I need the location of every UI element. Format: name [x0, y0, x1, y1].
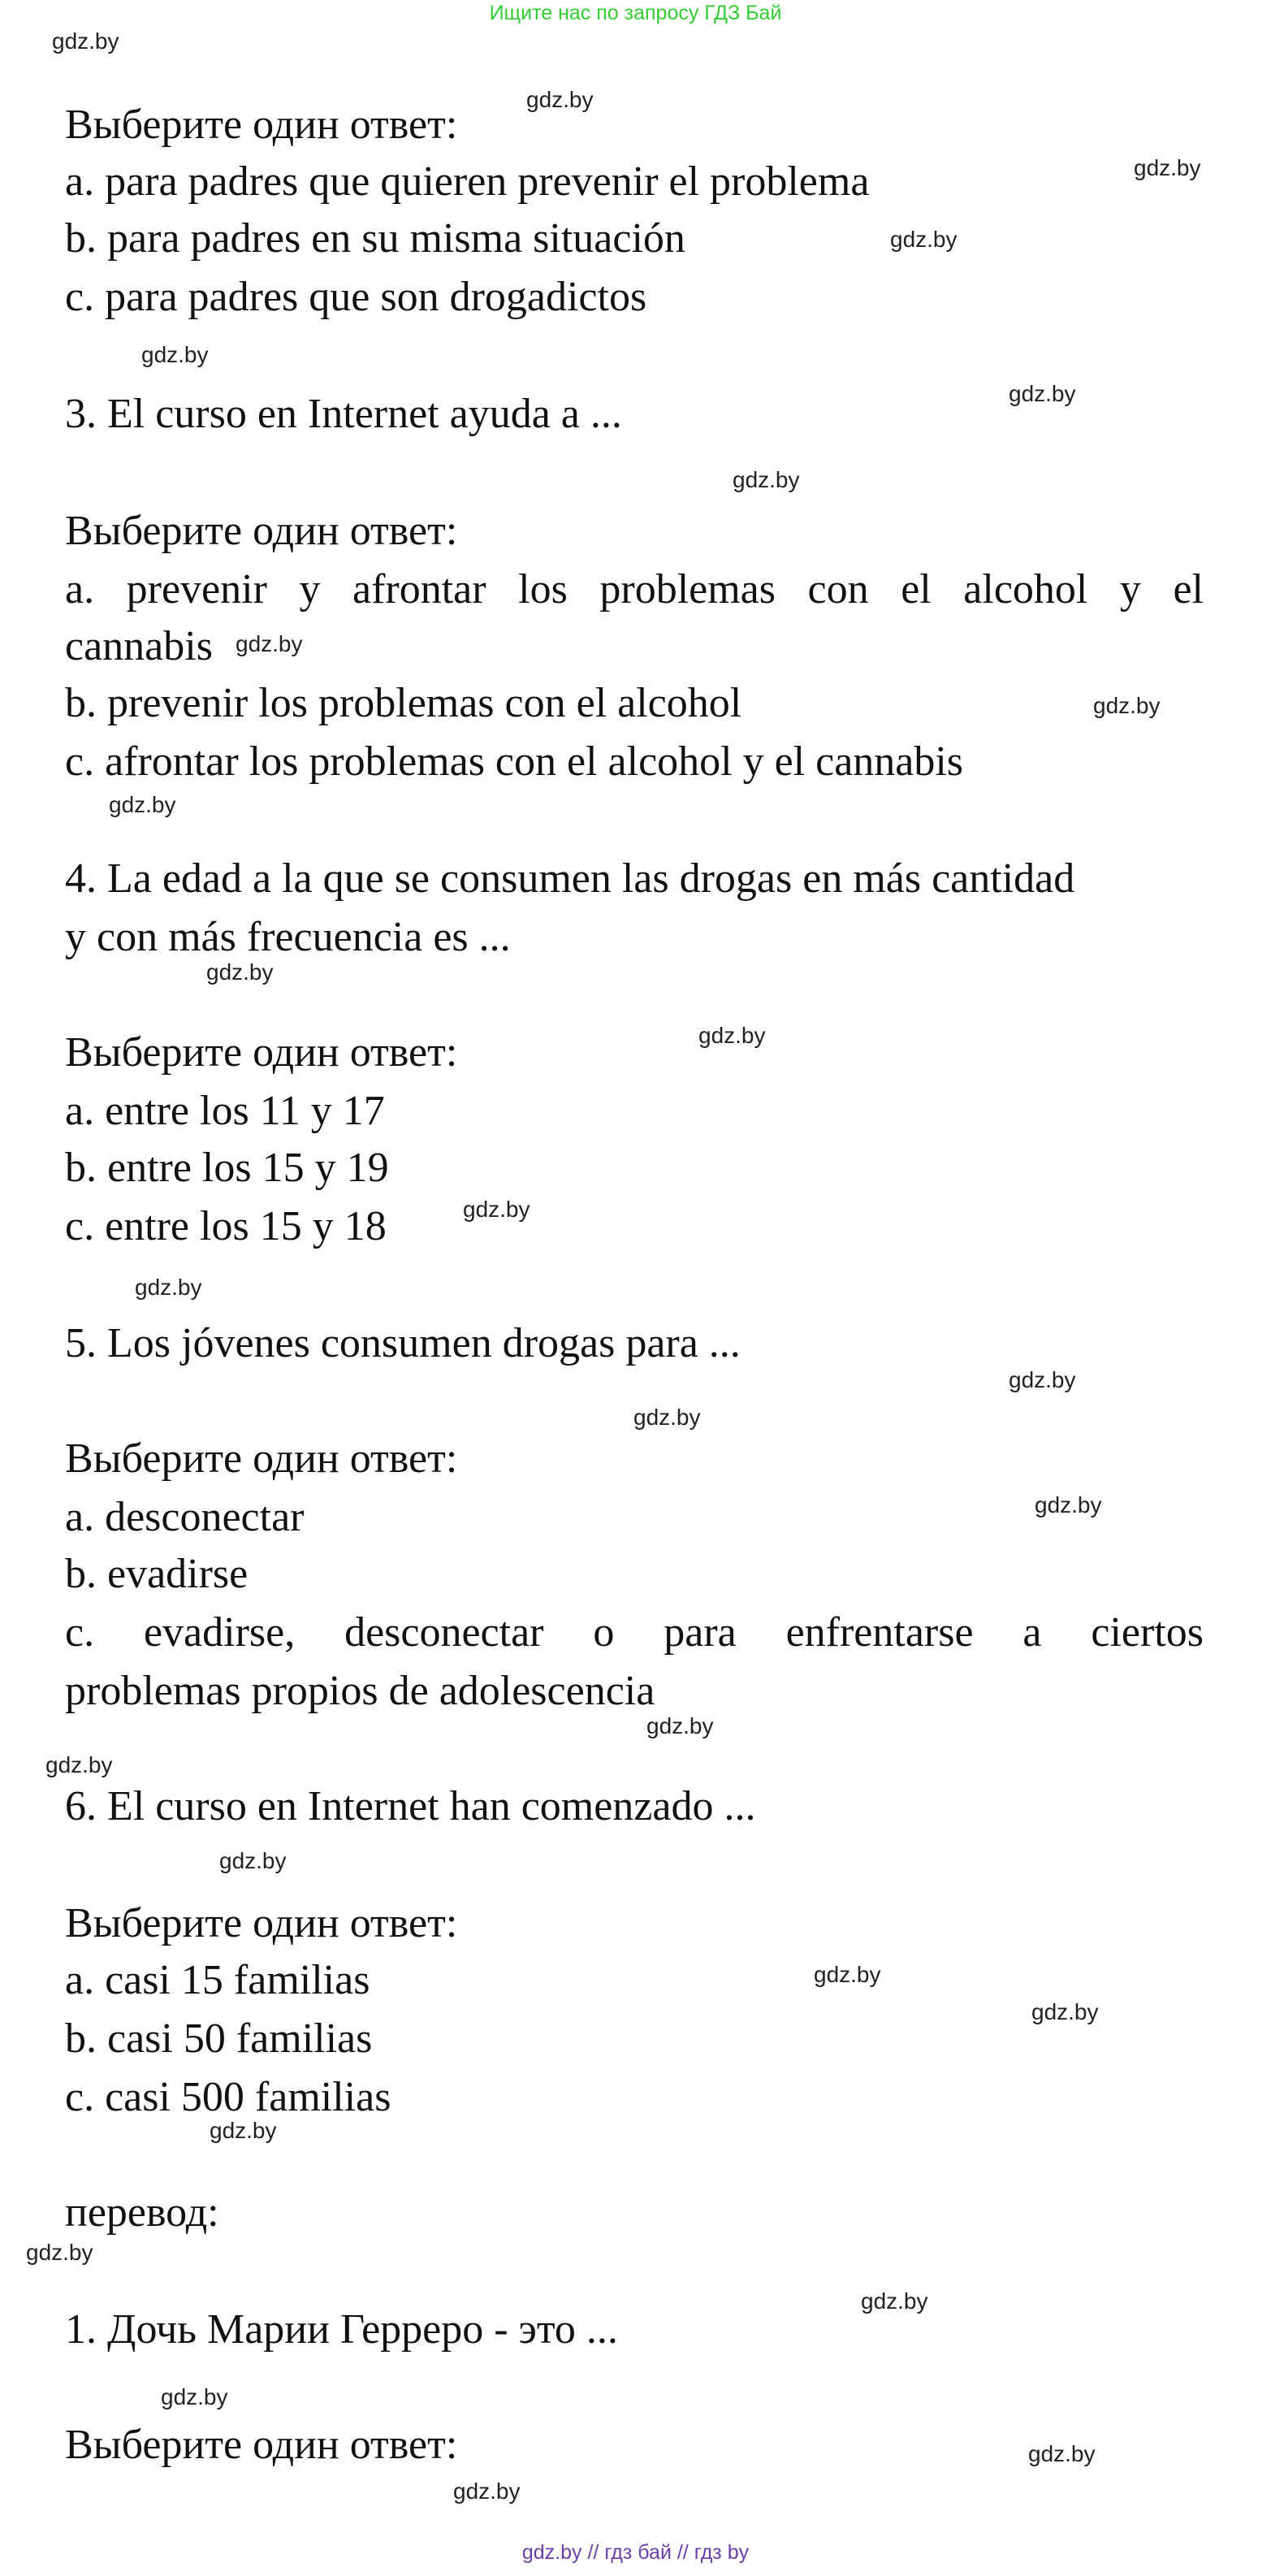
watermark: gdz.by	[210, 2118, 277, 2143]
question-text: 4. La edad a la que se consumen las drogas en más cantidad	[65, 855, 1075, 902]
answer-option: b. evadirse	[65, 1551, 249, 1597]
watermark: gdz.by	[1093, 693, 1161, 718]
watermark: gdz.by	[890, 227, 958, 252]
answer-prompt: Выберите один ответ:	[65, 102, 458, 148]
watermark: gdz.by	[633, 1405, 701, 1430]
watermark: gdz.by	[161, 2384, 228, 2409]
watermark: gdz.by	[698, 1023, 766, 1048]
watermark: gdz.by	[1009, 381, 1076, 406]
question-text: 5. Los jóvenes consumen drogas para ...	[65, 1320, 741, 1366]
answer-option: b. entre los 15 y 19	[65, 1145, 389, 1191]
answer-option: a. para padres que quieren prevenir el problema	[65, 158, 870, 205]
answer-prompt: Выберите один ответ:	[65, 1900, 458, 1946]
watermark: gdz.by	[52, 28, 119, 54]
answer-option: a. entre los 11 y 17	[65, 1088, 385, 1134]
question-text: 6. El curso en Internet han comenzado ...	[65, 1783, 756, 1829]
answer-option: b. para padres en su misma situación	[65, 215, 685, 262]
answer-prompt: Выберите один ответ:	[65, 1435, 458, 1482]
answer-option: a. desconectar	[65, 1494, 305, 1540]
watermark: gdz.by	[1031, 1999, 1099, 2024]
watermark: gdz.by	[861, 2288, 928, 2314]
answer-prompt: Выберите один ответ:	[65, 1029, 458, 1076]
watermark: gdz.by	[733, 467, 800, 492]
answer-option: c. para padres que son drogadictos	[65, 274, 647, 320]
top-banner: Ищите нас по запросу ГДЗ Бай	[489, 2, 782, 24]
answer-option: b. casi 50 familias	[65, 2015, 373, 2062]
question-text: 3. El curso en Internet ayuda a ...	[65, 391, 622, 437]
answer-option: c. evadirse, desconectar o para enfrentarse a ciertos	[65, 1609, 1204, 1656]
watermark: gdz.by	[109, 792, 176, 817]
watermark: gdz.by	[206, 959, 274, 985]
answer-option: c. entre los 15 y 18	[65, 1203, 387, 1249]
answer-option: problemas propios de adolescencia	[65, 1668, 655, 1714]
watermark: gdz.by	[463, 1197, 530, 1222]
watermark: gdz.by	[453, 2479, 521, 2504]
watermark: gdz.by	[814, 1962, 881, 1987]
question-text: 1. Дочь Марии Герреро - это ...	[65, 2306, 618, 2353]
watermark: gdz.by	[219, 1848, 287, 1873]
question-text: y con más frecuencia es ...	[65, 914, 511, 960]
watermark: gdz.by	[646, 1713, 714, 1738]
watermark: gdz.by	[26, 2240, 93, 2265]
watermark: gdz.by	[526, 87, 594, 112]
watermark: gdz.by	[141, 342, 209, 367]
answer-option: a. casi 15 familias	[65, 1957, 370, 2003]
watermark: gdz.by	[236, 631, 303, 656]
footer-links: gdz.by // гдз бай // гдз by	[521, 2541, 750, 2564]
watermark: gdz.by	[1009, 1367, 1076, 1392]
answer-option: b. prevenir los problemas con el alcohol	[65, 680, 742, 726]
answer-prompt: Выберите один ответ:	[65, 508, 458, 554]
answer-prompt: Выберите один ответ:	[65, 2422, 458, 2468]
watermark: gdz.by	[45, 1752, 113, 1777]
watermark: gdz.by	[1134, 155, 1201, 180]
watermark: gdz.by	[135, 1275, 202, 1300]
watermark: gdz.by	[1035, 1492, 1102, 1517]
translation-heading: перевод:	[65, 2189, 219, 2236]
watermark: gdz.by	[1028, 2441, 1096, 2466]
answer-option: cannabis	[65, 623, 213, 669]
answer-option: c. afrontar los problemas con el alcohol y el cannabis	[65, 738, 964, 785]
answer-option: a. prevenir y afrontar los problemas con el alcohol y el	[65, 566, 1204, 613]
answer-option: c. casi 500 familias	[65, 2074, 391, 2120]
